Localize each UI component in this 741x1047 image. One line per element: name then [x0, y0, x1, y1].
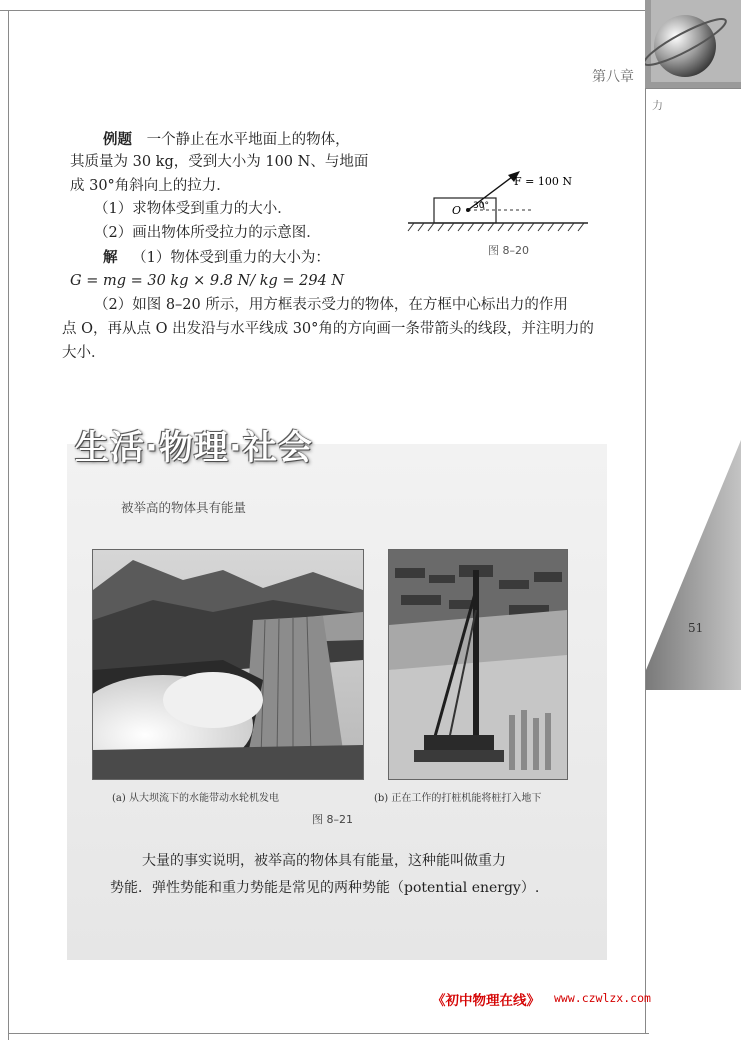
solution-label: 解: [103, 249, 118, 266]
question-1: （1）求物体受到重力的大小．: [94, 201, 292, 217]
side-tab-wedge: [646, 440, 741, 690]
planet-icon: [645, 0, 741, 88]
section-subtitle: 被举高的物体具有能量: [121, 500, 247, 515]
section-paragraph-line-2: 势能．弹性势能和重力势能是常见的两种势能（potential energy）.: [110, 880, 540, 896]
section-paragraph-line-1: 大量的事实说明，被举高的物体具有能量，这种能叫做重力: [142, 853, 506, 869]
example-line-3: 成 30°角斜向上的拉力．: [70, 178, 231, 194]
question-2: （2）画出物体所受拉力的示意图．: [94, 225, 321, 241]
point-o: [466, 208, 470, 212]
solution-2-line-1: （2）如图 8–20 所示，用方框表示受力的物体，在方框中心标出力的作用: [94, 297, 568, 313]
solution-line-1: 解 （1）物体受到重力的大小为：: [103, 249, 330, 266]
section-banner: 生活·物理·社会: [75, 428, 313, 468]
figure-8-20-caption: 图 8–20: [488, 244, 529, 257]
example-line-1: 例题 一个静止在水平地面上的物体，: [103, 131, 350, 148]
left-border-line: [8, 10, 9, 1040]
angle-label: 30°: [473, 201, 489, 211]
chapter-topic: 力: [652, 99, 663, 112]
dam-photo: [92, 549, 364, 780]
chapter-label: 第八章: [592, 69, 634, 85]
bottom-border-line: [8, 1033, 649, 1034]
force-label: F = 100 N: [514, 175, 572, 188]
example-line-2: 其质量为 30 kg，受到大小为 100 N、与地面: [70, 154, 369, 170]
site-name-link[interactable]: 《初中物理在线》: [432, 993, 540, 1009]
photo-b-caption: (b) 正在工作的打桩机能将桩打入地下: [374, 793, 542, 804]
solution-2-line-3: 大小．: [62, 345, 106, 361]
top-border-line: [0, 10, 645, 11]
photo-a-caption: (a) 从大坝流下的水能带动水轮机发电: [112, 793, 279, 804]
figure-8-21-caption: 图 8–21: [312, 813, 353, 826]
force-diagram: [404, 162, 594, 242]
pile-driver-photo: [388, 549, 568, 780]
page-number: 51: [688, 621, 704, 635]
point-o-label: O: [452, 204, 462, 217]
site-url-link[interactable]: www.czwlzx.com: [554, 991, 651, 1005]
chapter-corner-box: [645, 0, 741, 88]
chapter-divider: [645, 88, 741, 89]
solution-2-line-2: 点 O，再从点 O 出发沿与水平线成 30°角的方向画一条带箭头的线段，并注明力的: [62, 321, 594, 337]
gravity-equation: G = mg = 30 kg × 9.8 N/ kg = 294 N: [70, 273, 345, 289]
example-label: 例题: [103, 131, 132, 148]
